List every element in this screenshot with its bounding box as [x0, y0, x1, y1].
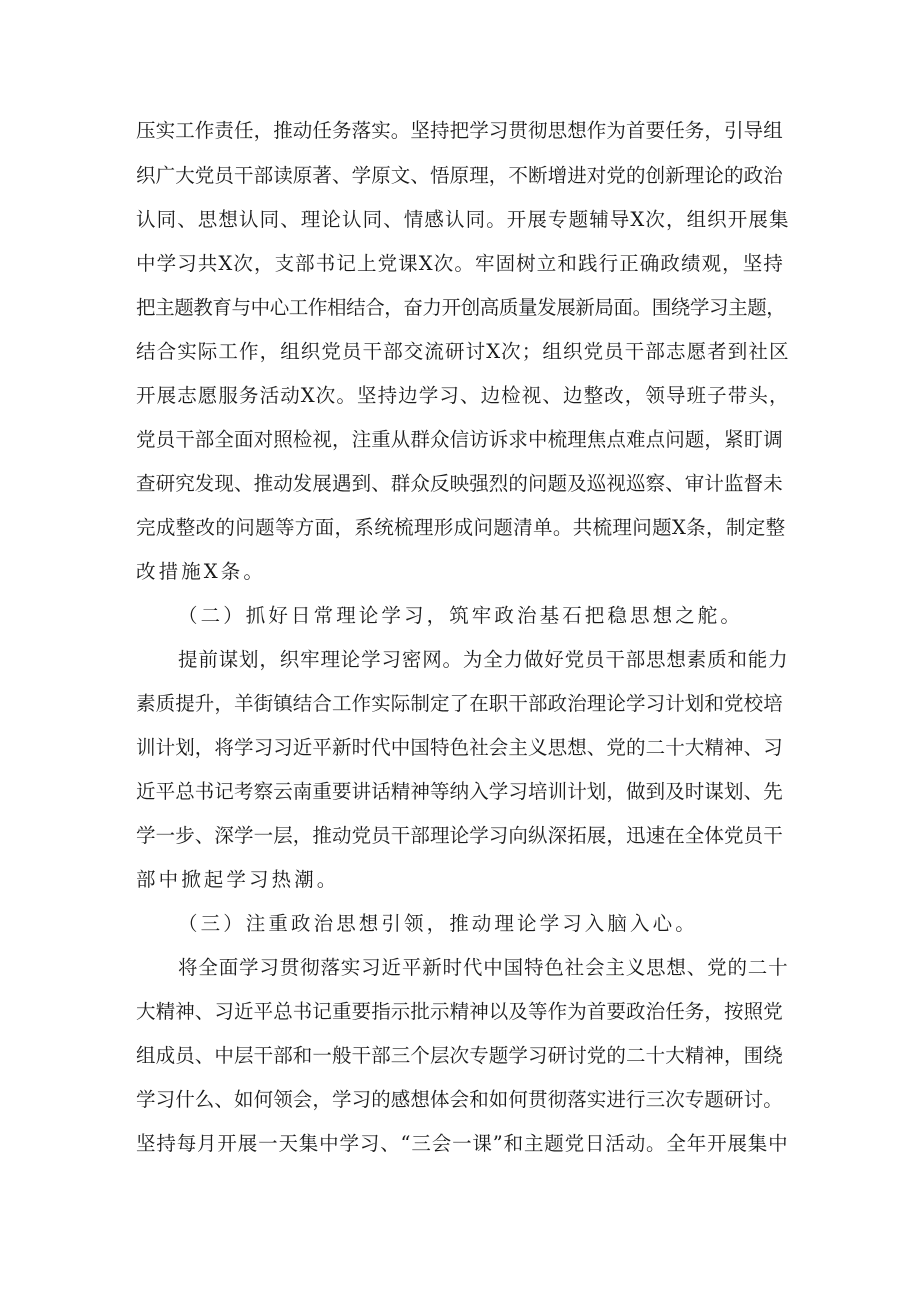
- paragraph-line: 党员干部全面对照检视，注重从群众信访诉求中梳理焦点难点问题，紧盯调: [136, 428, 783, 451]
- paragraph-line: 织广大党员干部读原著、学原文、悟原理，不断增进对党的创新理论的政治: [136, 164, 783, 187]
- paragraph-line: 改措施X条。: [136, 560, 266, 583]
- paragraph-line: 坚持每月开展一天集中学习、“三会一课”和主题党日活动。全年开展集中: [136, 1132, 789, 1155]
- section-heading: （二）抓好日常理论学习，筑牢政治基石把稳思想之舵。: [178, 604, 744, 627]
- paragraph-line: 开展志愿服务活动X次。坚持边学习、边检视、边整改，领导班子带头，: [136, 384, 790, 407]
- paragraph-line: 学习什么、如何领会，学习的感想体会和如何贯彻落实进行三次专题研讨。: [136, 1088, 783, 1111]
- paragraph-line: 素质提升，羊街镇结合工作实际制定了在职干部政治理论学习计划和党校培: [136, 692, 783, 715]
- paragraph-line: 查研究发现、推动发展遇到、群众反映强烈的问题及巡视巡察、审计监督未: [136, 472, 783, 495]
- paragraph-line: 中学习共X次，支部书记上党课X次。牢固树立和践行正确政绩观，坚持: [136, 252, 784, 275]
- paragraph-line: 学一步、深学一层，推动党员干部理论学习向纵深拓展，迅速在全体党员干: [136, 824, 783, 847]
- paragraph-line: 训计划，将学习习近平新时代中国特色社会主义思想、党的二十大精神、习: [136, 736, 783, 759]
- paragraph-line: 把主题教育与中心工作相结合，奋力开创高质量发展新局面。围绕学习主题，: [136, 296, 786, 319]
- paragraph-line: 认同、思想认同、理论认同、情感认同。开展专题辅导X次，组织开展集: [136, 208, 790, 231]
- paragraph-line: 近平总书记考察云南重要讲话精神等纳入学习培训计划，做到及时谋划、先: [136, 780, 783, 803]
- paragraph-line: 部中掀起学习热潮。: [136, 868, 340, 891]
- paragraph-line: 将全面学习贯彻落实习近平新时代中国特色社会主义思想、党的二十: [178, 956, 789, 979]
- section-heading: （三）注重政治思想引领，推动理论学习入脑入心。: [178, 912, 698, 935]
- paragraph-line: 压实工作责任，推动任务落实。坚持把学习贯彻思想作为首要任务，引导组: [136, 119, 783, 142]
- paragraph-line: 提前谋划，织牢理论学习密网。为全力做好党员干部思想素质和能力: [178, 648, 789, 671]
- paragraph-line: 组成员、中层干部和一般干部三个层次专题学习研讨党的二十大精神，围绕: [136, 1044, 783, 1067]
- paragraph-line: 大精神、习近平总书记重要指示批示精神以及等作为首要政治任务，按照党: [136, 1000, 783, 1023]
- paragraph-line: 结合实际工作，组织党员干部交流研讨X次；组织党员干部志愿者到社区: [136, 340, 790, 363]
- paragraph-line: 完成整改的问题等方面，系统梳理形成问题清单。共梳理问题X条，制定整: [136, 516, 786, 539]
